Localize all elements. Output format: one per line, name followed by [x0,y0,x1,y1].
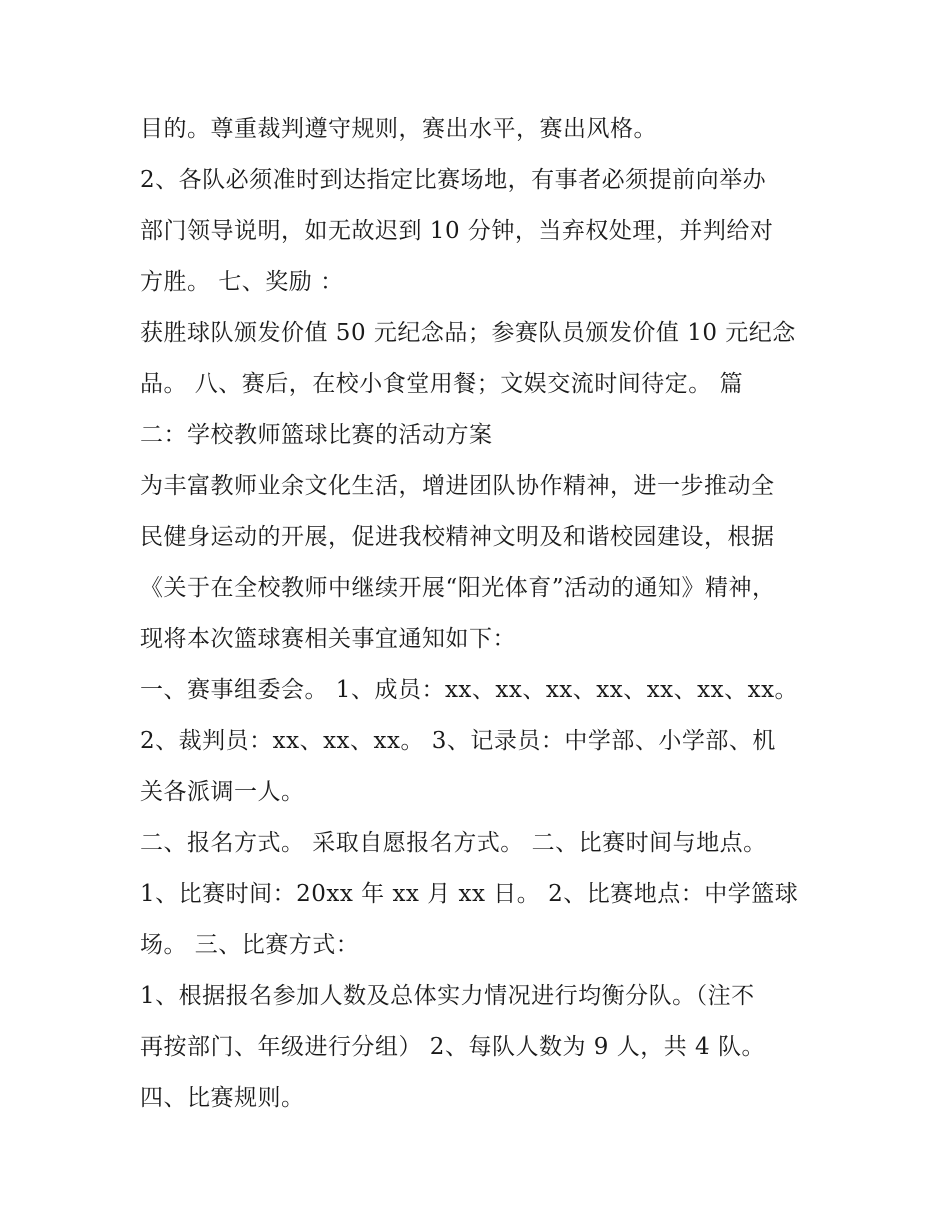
text-line: 一、赛事组委会。 1、成员：xx、xx、xx、xx、xx、xx、xx。 [140,677,799,703]
text-line: 再按部门、年级进行分组） 2、每队人数为 9 人，共 4 队。 [140,1034,765,1060]
text-line: 为丰富教师业余文化生活，增进团队协作精神，进一步推动全 [140,473,775,499]
text-line: 场。 三、比赛方式： [140,932,360,958]
text-line: 方胜。 七、奖励 ： [140,269,344,295]
text-line: 2、裁判员：xx、xx、xx。 3、记录员：中学部、小学部、机 [140,728,776,754]
text-line: 1、比赛时间：20xx 年 xx 月 xx 日。 2、比赛地点：中学篮球 [140,881,799,907]
text-line: 关各派调一人。 [140,779,305,805]
document-body [140,104,830,1124]
text-line: 获胜球队颁发价值 50 元纪念品；参赛队员颁发价值 10 元纪念 [140,320,796,346]
text-line: 品。 八、赛后，在校小食堂用餐；文娱交流时间待定。 篇 [140,371,744,397]
text-line: 现将本次篮球赛相关事宜通知如下： [140,626,516,652]
text-line: 部门领导说明，如无故迟到 10 分钟，当弃权处理，并判给对 [140,218,774,244]
text-line: 1、根据报名参加人数及总体实力情况进行均衡分队。（注不 [140,983,755,1009]
text-line: 二、报名方式。 采取自愿报名方式。 二、比赛时间与地点。 [140,830,767,856]
text-line: 民健身运动的开展，促进我校精神文明及和谐校园建设，根据 [140,524,775,550]
text-line: 二：学校教师篮球比赛的活动方案 [140,422,493,448]
text-line: 2、各队必须准时到达指定比赛场地，有事者必须提前向举办 [140,167,767,193]
text-line: 四、比赛规则。 [140,1085,305,1111]
text-line: 《关于在全校教师中继续开展“阳光体育”活动的通知》精神， [140,575,776,601]
text-line: 目的。尊重裁判遵守规则，赛出水平，赛出风格。 [140,116,657,142]
